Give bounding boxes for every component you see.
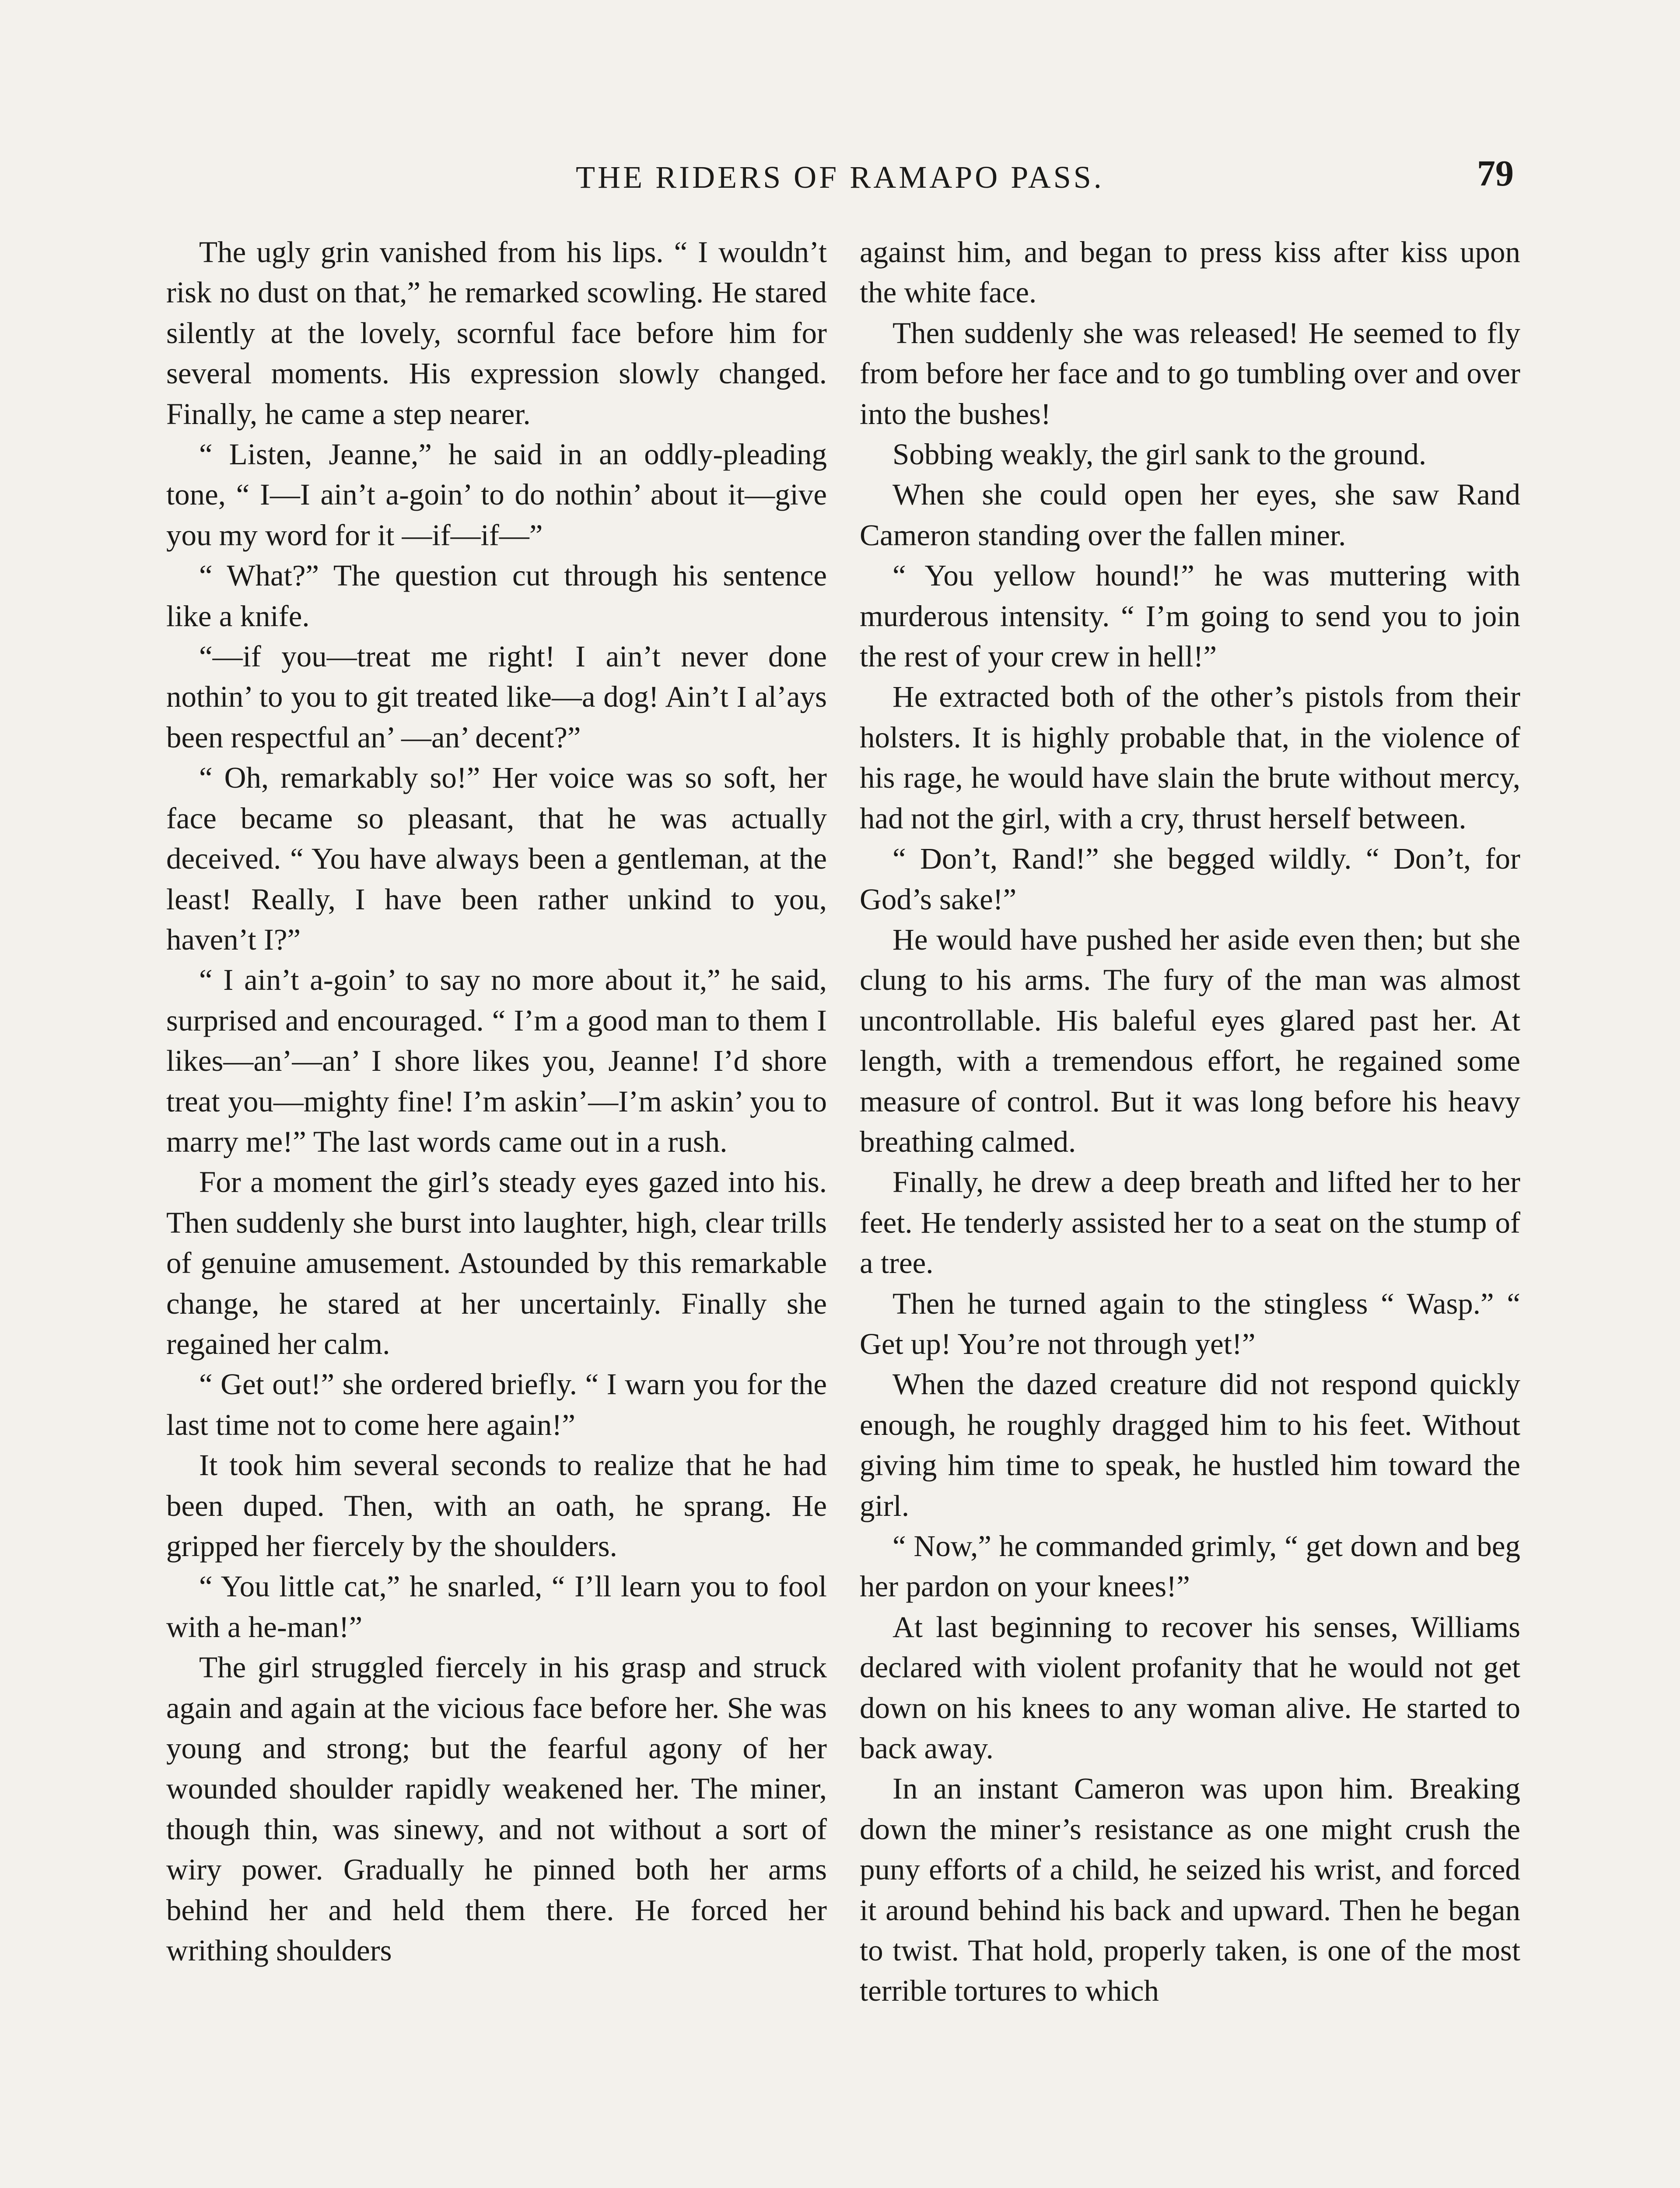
paragraph: “ I ain’t a-goin’ to say no more about it,” he said, surprised and encouraged. “ I’m a good man to them I likes—an’—an’ I shore likes you, Jeanne! I’d shore treat you—mighty fine! I’m askin’—I’m askin’ you to marry me!” The last words came out in a rush. [166,963,827,1158]
paragraph: It took him several seconds to realize that he had been duped. Then, with an oath, he sprang. He gripped her fiercely by the shoulders. [166,1448,827,1563]
paragraph: “—if you—treat me right! I ain’t never done nothin’ to you to git treated like—a dog! Ain’t I al’ays been respectful an’ —an’ decent?” [166,640,827,754]
paragraph: “ Now,” he commanded grimly, “ get down and beg her pardon on your knees!” [860,1529,1520,1603]
paragraph: The ugly grin vanished from his lips. “ I wouldn’t risk no dust on that,” he remarked scowling. He stared silently at the lovely, scornful face before him for several moments. His expression slowly changed. Finally, he came a step nearer. [166,235,827,431]
paragraph: “ Listen, Jeanne,” he said in an oddly-pleading tone, “ I—I ain’t a-goin’ to do nothin’ about it—give you my word for it —if—if—” [166,438,827,552]
paragraph: In an instant Cameron was upon him. Breaking down the miner’s resistance as one might crush the puny efforts of a child, he seized his wrist, and forced it around behind his back and upward. Then he began to twist. That hold, properly taken, is one of the most terrible tortures to which [860,1772,1520,2008]
paragraph: When she could open her eyes, she saw Rand Cameron standing over the fallen miner. [860,478,1520,552]
paragraph: “ What?” The question cut through his sentence like a knife. [166,559,827,633]
paragraph: He would have pushed her aside even then; but she clung to his arms. The fury of the man was almost uncontrollable. His baleful eyes glared past her. At length, with a tremendous effort, he regained some measure of control. But it was long before his heavy breathing calmed. [860,922,1520,1158]
running-head [166,155,1514,208]
paragraph: When the dazed creature did not respond quickly enough, he roughly dragged him to his feet. Without giving him time to speak, he hustled him toward the girl. [860,1368,1520,1522]
paragraph: Then he turned again to the stingless “ Wasp.” “ Get up! You’re not through yet!” [860,1287,1520,1360]
paragraph: “ You yellow hound!” he was muttering with murderous intensity. “ I’m going to send you to join the rest of your crew in hell!” [860,559,1520,673]
paragraph: He extracted both of the other’s pistols from their holsters. It is highly probable that, in the violence of his rage, he would have slain the brute without mercy, had not the girl, with a cry, thrust herself between. [860,680,1520,835]
paragraph: “ You little cat,” he snarled, “ I’ll learn you to fool with a he-man!” [166,1570,827,1644]
paragraph: “ Get out!” she ordered briefly. “ I warn you for the last time not to come here again!” [166,1368,827,1441]
paragraph: “ Don’t, Rand!” she begged wildly. “ Don’t, for God’s sake!” [860,842,1520,916]
paragraph: For a moment the girl’s steady eyes gazed into his. Then suddenly she burst into laughter, high, clear trills of genuine amusement. Astounded by this remarkable change, he stared at her uncertainly. Finally she regained her calm. [166,1165,827,1360]
paragraph: “ Oh, remarkably so!” Her voice was so soft, her face became so pleasant, that he was actually deceived. “ You have always been a gentleman, at the least! Really, I have been rather unkind to you, haven’t I?” [166,761,827,956]
paragraph: Sobbing weakly, the girl sank to the ground. [892,438,1427,471]
running-title: THE RIDERS OF RAMAPO PASS. [576,160,1104,195]
right-column [860,232,1520,2011]
left-column [166,232,827,1971]
paragraph: The girl struggled fiercely in his grasp and struck again and again at the vicious face before her. She was young and strong; but the fearful agony of her wounded shoulder rapidly weakened her. The miner, though thin, was sinewy, and not without a sort of wiry power. Gradually he pinned both her arms behind her and held them there. He forced her writhing shoulders [166,1651,827,1967]
paragraph: Finally, he drew a deep breath and lifted her to her feet. He tenderly assisted her to a seat on the stump of a tree. [860,1165,1520,1280]
paragraph: Then suddenly she was released! He seemed to fly from before her face and to go tumbling over and over into the bushes! [860,316,1520,431]
paragraph-continuation: against him, and began to press kiss after kiss upon the white face. [860,235,1520,309]
page-number: 79 [1477,153,1514,194]
paragraph: At last beginning to recover his senses, Williams declared with violent profanity that he would not get down on his knees to any woman alive. He started to back away. [860,1610,1520,1765]
